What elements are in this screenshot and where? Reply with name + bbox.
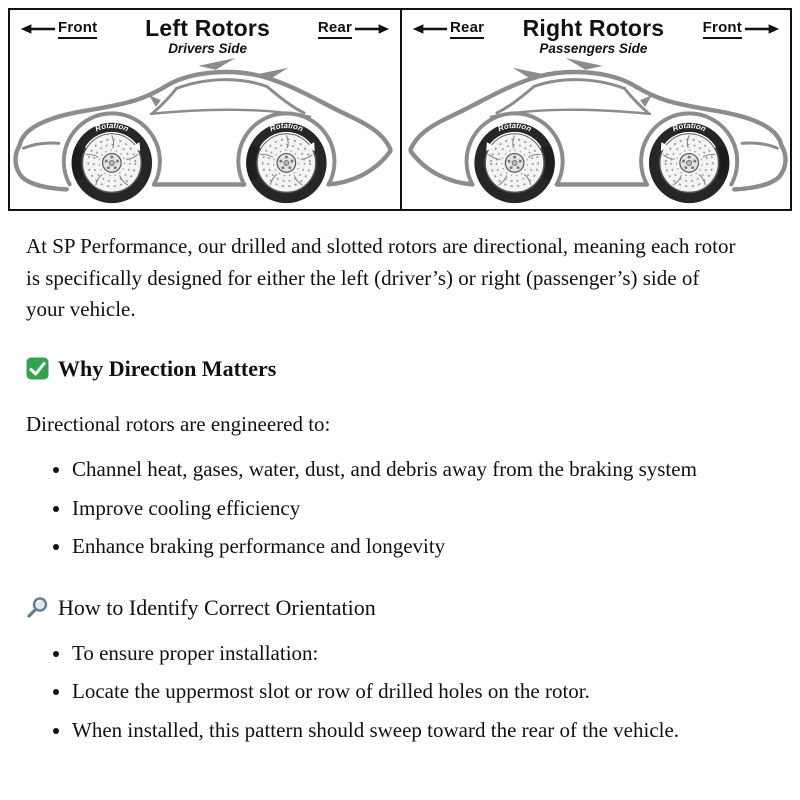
- rotation-label-front-right: Rotation: [671, 121, 708, 134]
- car-body-left: [15, 72, 390, 189]
- arrow-left-icon: [412, 23, 448, 35]
- rear-label: Rear: [450, 19, 484, 39]
- front-direction-right-panel: [703, 19, 780, 39]
- rear-direction-right-panel: [412, 19, 484, 39]
- right-panel-titles: [523, 16, 665, 57]
- rotation-label-front-left: Rotation: [93, 121, 130, 134]
- intro-paragraph: At SP Performance, our drilled and slotted rotors are directional, meaning each rotor is specifically designed for either the left (driver’s) or right (passenger’s) side of your vehicle.: [26, 234, 736, 322]
- right-rotors-panel: [400, 10, 790, 209]
- lead-paragraph: Directional rotors are engineered to:: [26, 411, 331, 436]
- list-item: • Improve cooling efficiency: [72, 493, 726, 525]
- section-heading-direction-matters: [26, 352, 764, 385]
- rear-direction-left-panel: [318, 19, 390, 39]
- left-panel-titles: [145, 16, 270, 57]
- benefits-list: [26, 454, 726, 563]
- rotation-label-rear-right: Rotation: [496, 121, 533, 134]
- rotor-direction-diagram: [8, 8, 792, 211]
- orientation-steps-list: [26, 638, 726, 747]
- check-mark-icon: [26, 357, 49, 380]
- arrow-right-icon: [744, 23, 780, 35]
- magnifying-glass-icon: [26, 596, 49, 619]
- front-label: Front: [58, 19, 97, 39]
- rear-label: Rear: [318, 19, 352, 39]
- panel-title: Left Rotors: [145, 15, 271, 41]
- list-item: • When installed, this pattern should sweep toward the rear of the vehicle.: [72, 715, 726, 747]
- front-direction-left-panel: [20, 19, 97, 39]
- left-panel-header: [10, 10, 400, 57]
- rotation-label-rear-left: Rotation: [268, 121, 305, 134]
- arrow-right-icon: [354, 23, 390, 35]
- panel-subtitle: Drivers Side: [168, 41, 247, 57]
- right-panel-header: [402, 10, 790, 57]
- section-heading-text: How to Identify Correct Orientation: [58, 594, 376, 620]
- front-label: Front: [703, 19, 742, 39]
- panel-subtitle: Passengers Side: [539, 41, 648, 57]
- section-heading-text: Why Direction Matters: [58, 355, 277, 381]
- front-wheel-right-panel: [649, 123, 729, 203]
- right-car-illustration: [402, 57, 790, 209]
- list-item: • To ensure proper installation:: [72, 638, 726, 670]
- list-item: • Channel heat, gases, water, dust, and debris away from the braking system: [72, 454, 726, 486]
- rear-wheel-left-panel: [246, 123, 326, 203]
- list-item: • Enhance braking performance and longevity: [72, 531, 726, 563]
- left-rotors-panel: [10, 10, 400, 209]
- rear-wheel-right-panel: [474, 123, 554, 203]
- car-body-right: [411, 72, 786, 189]
- list-item: • Locate the uppermost slot or row of drilled holes on the rotor.: [72, 676, 726, 708]
- left-car-illustration: [10, 57, 400, 209]
- article-body: [0, 217, 790, 763]
- panel-title: Right Rotors: [522, 15, 665, 41]
- front-wheel-left-panel: [72, 123, 152, 203]
- arrow-left-icon: [20, 23, 56, 35]
- section-heading-identify-orientation: [26, 591, 764, 624]
